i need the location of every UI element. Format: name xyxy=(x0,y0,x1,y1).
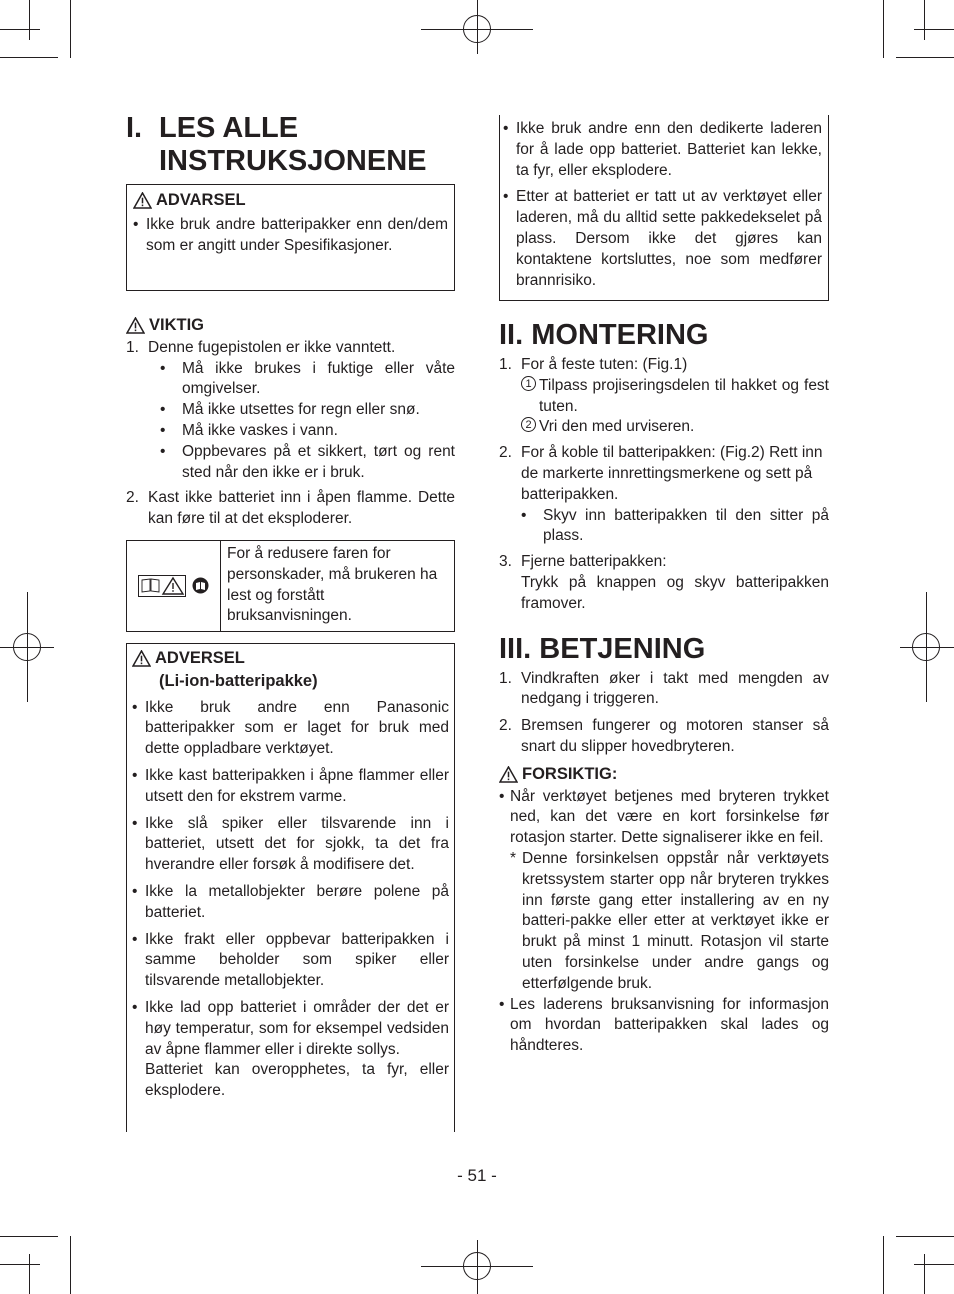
warning-icon xyxy=(133,192,152,209)
adversel-tail: Batteriet kan overopphetes, ta fyr, eller eksplodere. xyxy=(145,1061,449,1100)
list-item: • Ikke bruk andre batteripakker enn den/dem som er angitt under Spesifikasjoner. xyxy=(133,215,448,254)
list-item: • Må ikke vaskes i vann. xyxy=(160,421,338,439)
left-column xyxy=(126,112,455,1132)
list-item: • Må ikke utsettes for regn eller snø. xyxy=(160,401,420,419)
note-item: * Denne forsinkelsen oppstår når verktøyets kretssystem starter opp når bryteren trykkes inn første gang etter installering av en ny batteri-pakke eller etter at verktøyet ikke er brukt på minst 1 minutt. Rotasjon vil starte uten forsinkelse under andre gangs og etterfølgende bruk. xyxy=(510,849,829,992)
list-item: 3. Fjerne batteripakken: Trykk på knappen og skyv batteripakken framover. xyxy=(499,553,829,612)
forsiktig-heading: FORSIKTIG: xyxy=(499,764,829,785)
read-manual-icon xyxy=(192,577,209,594)
battery-warning-box xyxy=(499,115,829,301)
manual-icons xyxy=(127,541,221,631)
list-item: • Oppbevares på et sikkert, tørt og rent sted når den ikke er i bruk. xyxy=(160,442,455,481)
warning-icon xyxy=(126,317,145,334)
list-item: • Ikke kast batteripakken i åpne flammer eller utsett den for ekstrem varme. xyxy=(132,766,449,805)
adversel-heading: ADVERSEL xyxy=(132,648,449,669)
forsiktig-section xyxy=(499,764,829,1057)
manual-box-text: For å redusere faren for personskader, må brukeren ha lest og forstått bruksanvisningen. xyxy=(227,544,438,625)
adversel-subheading: (Li-ion-batteripakke) xyxy=(159,671,318,690)
list-item: • Ikke bruk andre enn den dedikerte laderen for å lade opp batteriet. Batteriet kan lekke, ta fyr, eller eksplodere. xyxy=(503,120,822,179)
list-item: • Må ikke brukes i fuktige eller våte omgivelser. xyxy=(160,359,455,398)
right-column xyxy=(499,115,829,1057)
advarsel-heading: ADVARSEL xyxy=(133,190,448,211)
betjening-list xyxy=(499,669,829,758)
list-item: 2. Kast ikke batteriet inn i åpen flamme. Dette kan føre til at det eksploderer. xyxy=(126,489,455,528)
list-item: • Skyv inn batteripakken til den sitter på plass. xyxy=(521,506,829,545)
viktig-heading: VIKTIG xyxy=(126,315,455,336)
list-item: • Ikke frakt eller oppbevar batteripakken i samme beholder som spiker eller tilsvarende metallobjekter. xyxy=(132,930,449,990)
list-item: • Ikke la metallobjekter berøre polene på batteriet. xyxy=(132,882,449,921)
step-item: 2 Vri den med urviseren. xyxy=(521,417,829,438)
montering-list xyxy=(499,355,829,615)
viktig-section xyxy=(126,315,455,530)
list-item: 2. Bremsen fungerer og motoren stanser så snart du slipper hovedbryteren. xyxy=(499,717,829,755)
list-item: 1. For å feste tuten: (Fig.1) 1 Tilpass projiseringsdelen til hakket og fest tuten. 2 Vri den med urviseren. xyxy=(499,355,829,438)
list-item: • Når verktøyet betjenes med bryteren trykket ned, kan det være en kort forsinkelse før rotasjon starter. Dette signaliserer ikke en feil. xyxy=(499,787,829,847)
section-title-2: II. MONTERING xyxy=(499,319,709,351)
section-title-3: III. BETJENING xyxy=(499,632,706,665)
list-item: 1. Vindkraften øker i takt med mengden av nedgang i triggeren. xyxy=(499,669,829,708)
adversel-box xyxy=(126,643,455,1132)
book-icon xyxy=(138,575,186,597)
list-item: • Ikke lad opp batteriet i områder der det er høy temperatur, som for eksempel vedsiden av åpne flammer eller i direkte sollys. xyxy=(132,998,449,1058)
advarsel-box xyxy=(126,184,455,291)
list-item: • Etter at batteriet er tatt ut av verktøyet eller laderen, må du alltid sette pakkedekselet på plass. Dersom ikke det gjøres kan kontaktene kortsluttes, noe som medfører brannrisiko. xyxy=(503,188,822,289)
page-number: - 51 - xyxy=(457,1166,497,1185)
list-item: • Les laderens bruksanvisning for informasjon om hvordan batteripakken skal lades og håndteres. xyxy=(499,995,829,1055)
list-item: 1. Denne fugepistolen er ikke vanntett. • Må ikke brukes i fuktige eller våte omgivelser. • Må ikke utsettes for regn eller snø. • Må ikke vaskes i vann. • Oppbevares på et sikkert, tørt og rent sted når den ikke er i bruk. xyxy=(126,338,455,484)
section-title-1: I. LES ALLE INSTRUKSJONENE xyxy=(126,112,427,177)
list-item: • Ikke slå spiker eller tilsvarende inn i batteriet, utsett det for sjokk, ta det fra hverandre eller forsøk å modifisere det. xyxy=(132,814,449,874)
list-item: • Ikke bruk andre enn Panasonic batteripakker som er laget for bruk med dette oppladbare verktøyet. xyxy=(132,698,449,758)
warning-icon xyxy=(499,766,518,783)
step-item: 1 Tilpass projiseringsdelen til hakket og fest tuten. xyxy=(521,376,829,418)
manual-box xyxy=(126,540,455,632)
warning-icon xyxy=(132,650,151,667)
list-item: 2. For å koble til batteripakken: (Fig.2) Rett inn de markerte innrettingsmerkene og sett på batteripakken. • Skyv inn batteripakken til den sitter på plass. xyxy=(499,443,829,547)
